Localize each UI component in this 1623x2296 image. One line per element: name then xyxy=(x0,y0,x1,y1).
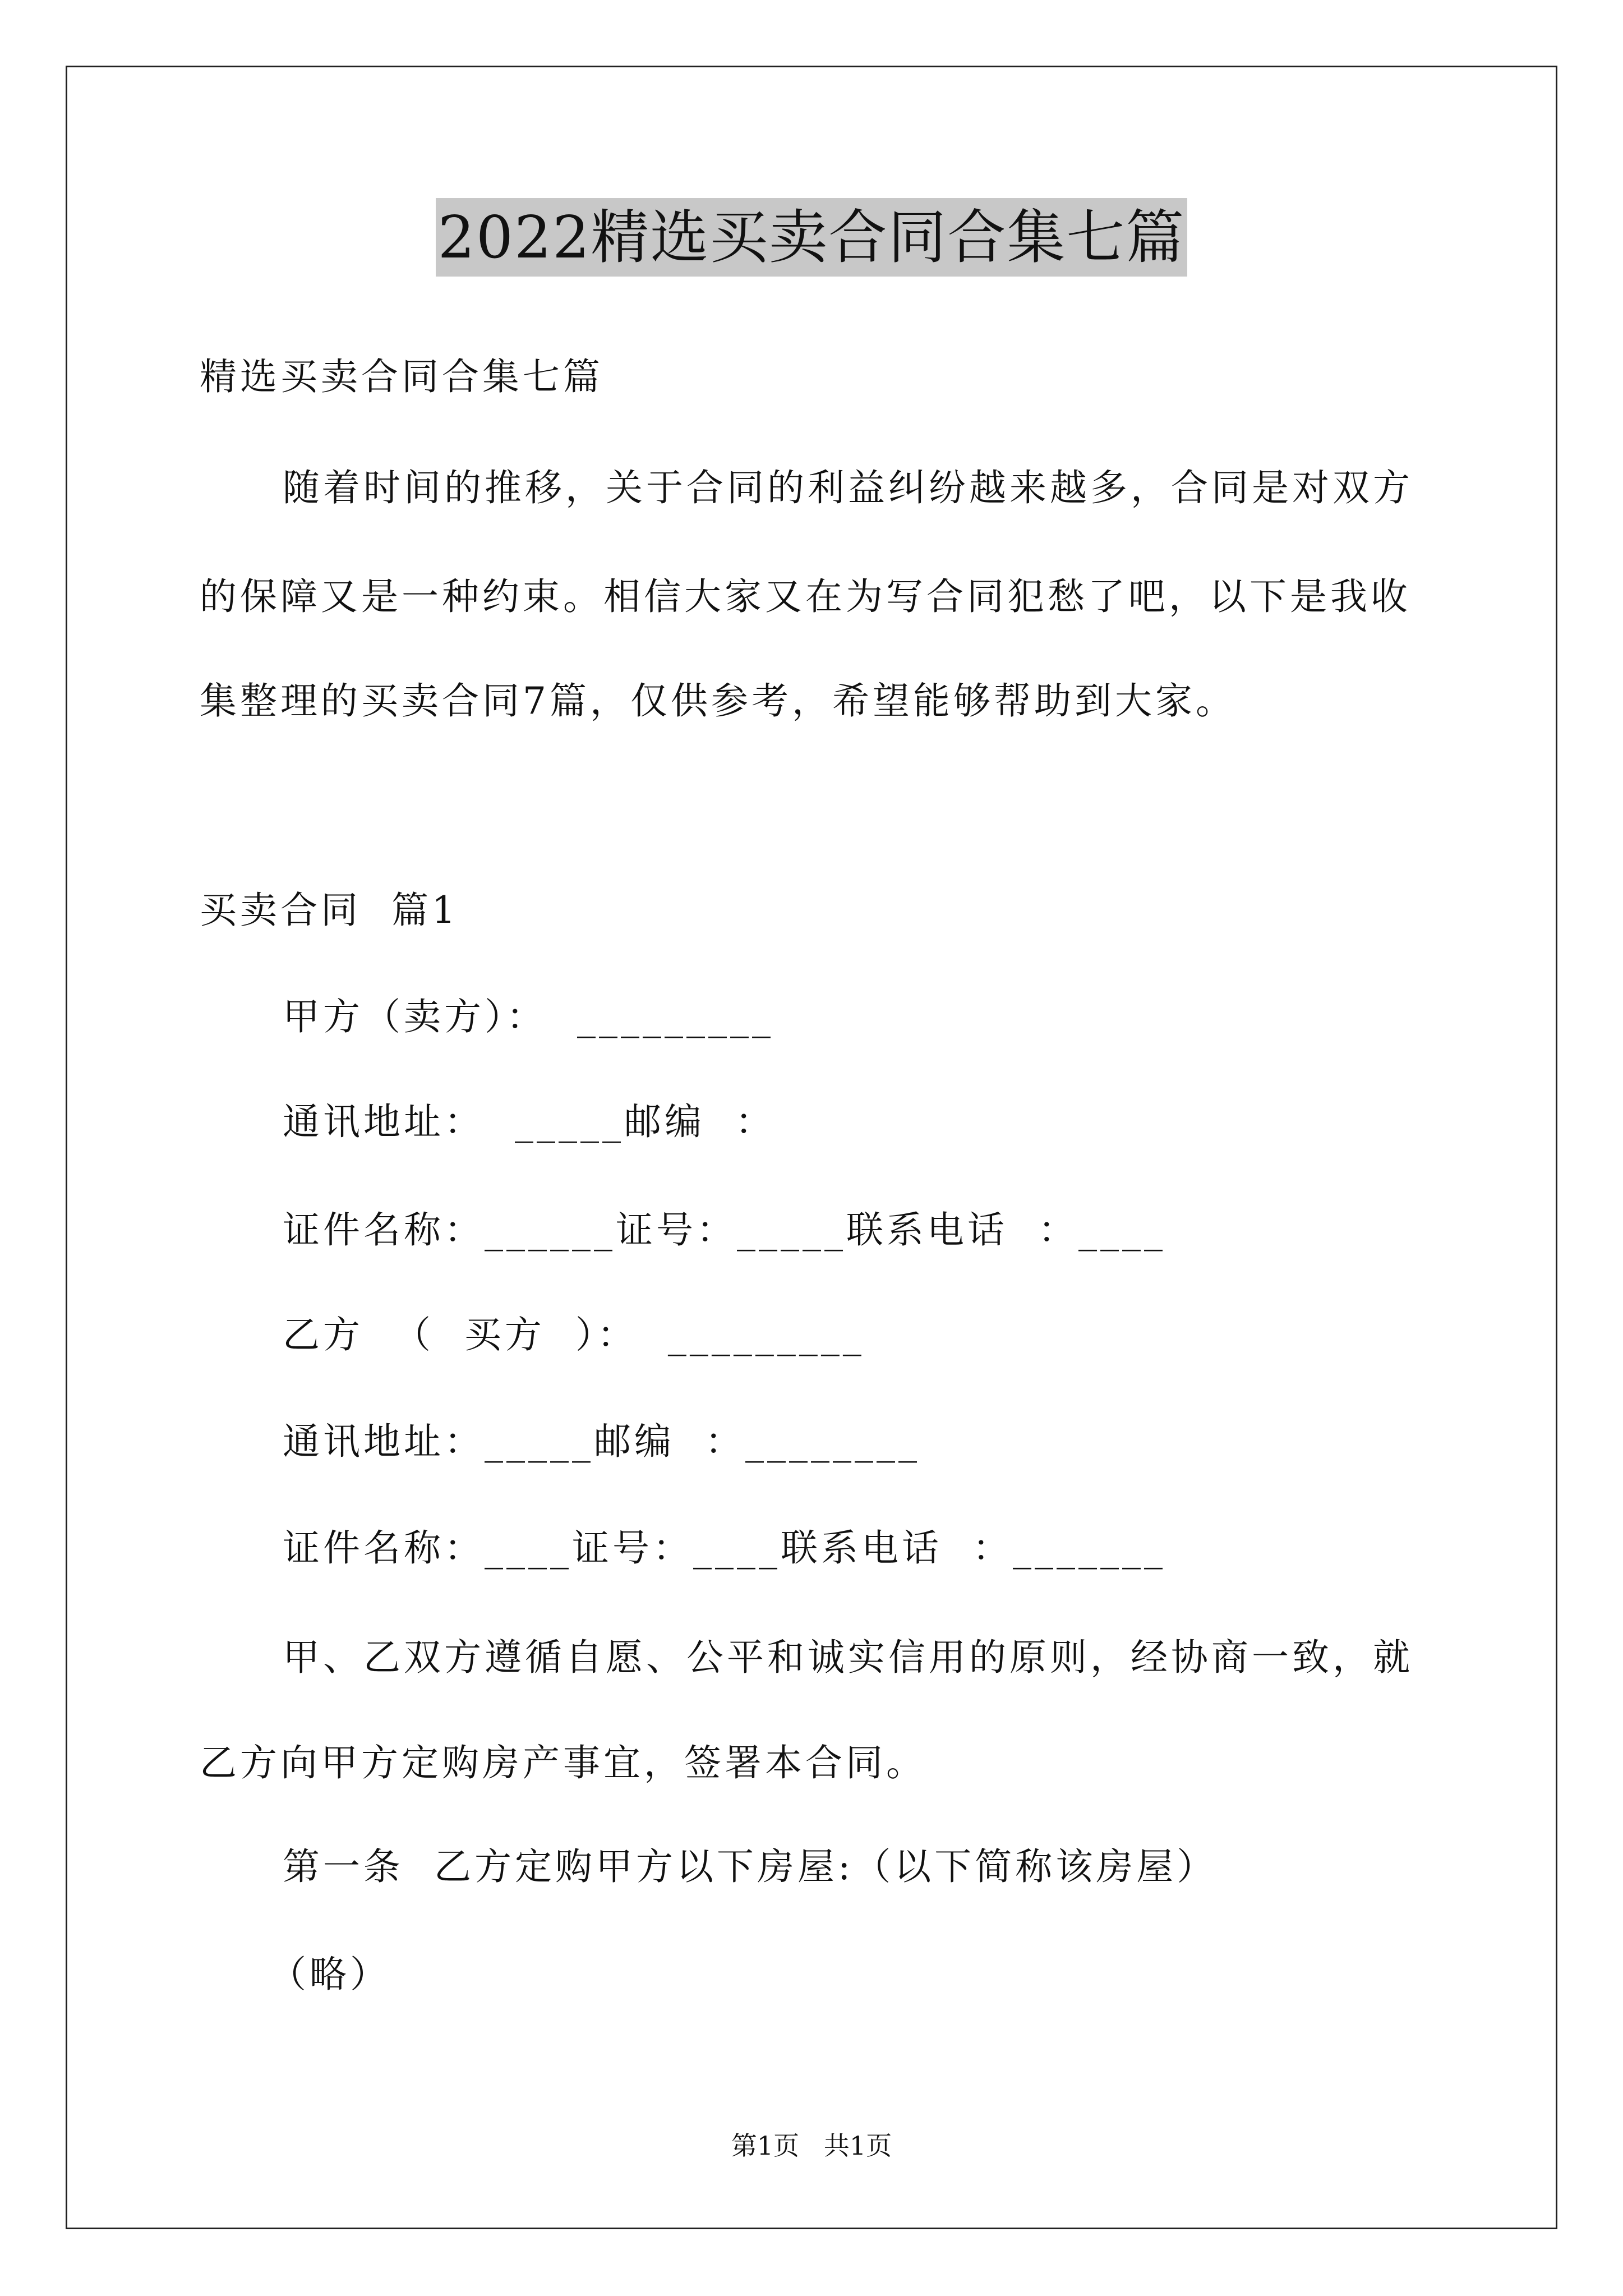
party-b-name: 乙方 （ 买方 ）： _________ xyxy=(283,1313,865,1356)
document-subtitle: 精选买卖合同合集七篇 xyxy=(200,355,603,398)
party-a-id: 证件名称：______证号：_____联系电话 ：____ xyxy=(283,1208,1166,1251)
intro-line-1: 随着时间的推移，关于合同的利益纠纷越来越多，合同是对双方 xyxy=(283,466,1413,509)
agreement-line-2: 乙方向甲方定购房产事宜，签署本合同。 xyxy=(200,1741,926,1784)
document-title: 2022精选买卖合同合集七篇 xyxy=(436,198,1188,277)
title-container xyxy=(0,198,1623,277)
page-footer: 第1页 共1页 xyxy=(731,2131,892,2161)
intro-line-3: 集整理的买卖合同7篇，仅供参考，希望能够帮助到大家。 xyxy=(200,679,1236,723)
party-b-address: 通讯地址：_____邮编 ：________ xyxy=(283,1420,920,1463)
party-b-id: 证件名称：____证号：____联系电话 ：_______ xyxy=(283,1526,1166,1570)
party-a-name: 甲方（卖方）： _________ xyxy=(283,995,774,1038)
intro-line-2: 的保障又是一种约束。相信大家又在为写合同犯愁了吧，以下是我收 xyxy=(200,575,1411,618)
party-a-address: 通讯地址： _____邮编 ： xyxy=(283,1100,776,1143)
article-one: 第一条 乙方定购甲方以下房屋:（以下简称该房屋） xyxy=(283,1845,1218,1888)
agreement-line-1: 甲、乙双方遵循自愿、公平和诚实信用的原则，经协商一致，就 xyxy=(283,1636,1413,1679)
section-heading: 买卖合同 篇1 xyxy=(200,889,459,932)
omitted-note: （略） xyxy=(269,1953,390,1996)
